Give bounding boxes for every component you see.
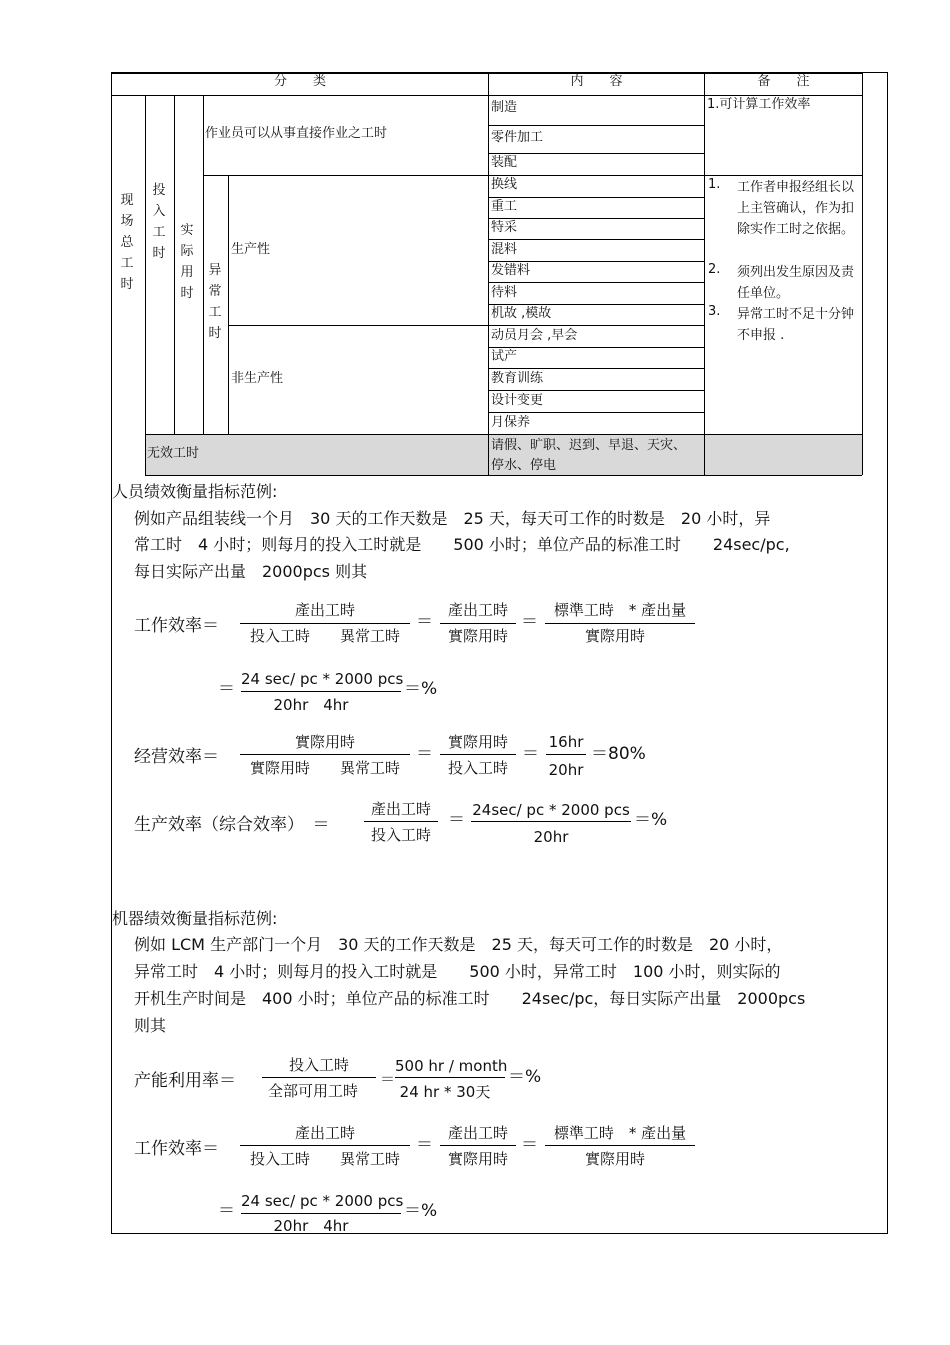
fraction-numerator: 24 sec/ pc * 2000 pcs — [241, 670, 404, 688]
fraction-denominator: 20hr 4hr — [273, 1217, 349, 1235]
formula-result: ＝% — [404, 679, 438, 699]
item-special-adoption: 特采 — [491, 220, 518, 235]
formula-result: ＝80% — [591, 744, 646, 764]
remark-text-3: 异常工时不足十分钟不申报 . — [737, 307, 855, 343]
fraction-denominator: 實際用時 異常工時 — [249, 759, 400, 777]
label-direct-work: 作业员可以从事直接作业之工时 — [205, 126, 388, 141]
formula-label: 生产效率（综合效率） ＝ — [134, 815, 330, 835]
formula-label: 经营效率＝ — [134, 747, 219, 767]
equals-sign: ＝ — [448, 810, 465, 830]
equals-sign: ＝ — [380, 1070, 396, 1088]
fraction-numerator: 產出工時 — [294, 601, 355, 619]
formula-label: 产能利用率＝ — [134, 1071, 236, 1091]
label-abnormal-hours: 异常工时 — [208, 263, 222, 341]
equals-sign: ＝ — [522, 744, 539, 764]
remark-text-2: 须列出发生原因及责任单位。 — [737, 265, 855, 301]
section2-title: 机器绩效衡量指标范例: — [112, 909, 278, 928]
label-input-hours: 投入工时 — [152, 183, 166, 261]
fraction-numerator: 24 sec/ pc * 2000 pcs — [241, 1192, 404, 1210]
fraction-denominator: 投入工時 — [447, 759, 508, 777]
fraction-numerator: 500 hr / month — [395, 1057, 508, 1075]
label-invalid-hours: 无效工时 — [147, 446, 200, 461]
fraction-denominator: 24 hr * 30天 — [399, 1083, 491, 1101]
fraction-denominator: 實際用時 — [447, 627, 508, 645]
equals-sign: ＝ — [416, 744, 433, 764]
fraction-numerator: 產出工時 — [447, 1124, 508, 1142]
remark-num-2: 2. — [708, 262, 721, 277]
formula-label: 工作效率＝ — [134, 616, 219, 636]
section2-line-4: 则其 — [134, 1016, 167, 1035]
equals-sign: ＝ — [218, 679, 235, 699]
fraction-denominator: 20hr — [548, 761, 584, 779]
item-waiting-material: 待料 — [491, 285, 518, 300]
item-manufacture: 制造 — [491, 100, 518, 115]
item-rework: 重工 — [491, 199, 518, 214]
fraction-numerator: 24sec/ pc * 2000 pcs — [472, 801, 630, 819]
formula-result: ＝% — [634, 810, 668, 830]
fraction-numerator: 16hr — [548, 733, 584, 751]
fraction-numerator: 產出工時 — [447, 601, 508, 619]
equals-sign: ＝ — [521, 612, 538, 632]
item-machine-fault: 机故 ,模故 — [491, 306, 552, 321]
section2-line-3: 开机生产时间是 400 小时；单位产品的标准工时 24sec/pc，每日实际产出量 2000pcs — [134, 989, 806, 1008]
fraction-denominator: 實際用時 — [584, 627, 645, 645]
fraction-numerator: 產出工時 — [294, 1124, 355, 1142]
label-non-productive: 非生产性 — [231, 371, 284, 386]
header-remark: 备 注 — [757, 74, 810, 89]
fraction-denominator: 實際用時 — [584, 1150, 645, 1168]
item-invalid-reasons: 请假、旷职、迟到、早退、天灾、停水、停电 — [491, 438, 687, 473]
item-parts-processing: 零件加工 — [491, 130, 544, 145]
remark-num-3: 3. — [708, 304, 721, 319]
label-site-total-hours: 现场总工时 — [120, 193, 134, 292]
equals-sign: ＝ — [416, 1135, 433, 1155]
item-wrong-material: 发错料 — [491, 263, 531, 278]
fraction-denominator: 20hr — [533, 828, 569, 846]
section1-title: 人员绩效衡量指标范例: — [112, 482, 278, 501]
section1-line-3: 每日实际产出量 2000pcs 则其 — [134, 562, 368, 581]
label-actual-hours: 实际用时 — [180, 223, 194, 301]
remark-text-1: 工作者申报经组长以上主管确认，作为扣除实作工时之依据。 — [737, 180, 855, 237]
fraction-numerator: 標準工時 * 產出量 — [553, 1124, 687, 1142]
item-training: 教育训练 — [491, 371, 544, 386]
fraction-numerator: 標準工時 * 產出量 — [553, 601, 687, 619]
equals-sign: ＝ — [521, 1135, 538, 1155]
header-content: 内 容 — [570, 74, 623, 89]
fraction-numerator: 實際用時 — [447, 733, 508, 751]
fraction-numerator: 產出工時 — [370, 800, 431, 818]
fraction-denominator: 投入工時 異常工時 — [249, 1150, 400, 1168]
section1-line-1: 例如产品组装线一个月 30 天的工作天数是 25 天，每天可工作的时数是 20 小时，异 — [134, 509, 771, 528]
fraction-denominator: 20hr 4hr — [273, 696, 349, 714]
formula-result: ＝% — [508, 1067, 542, 1087]
remark-efficiency: 1.可计算工作效率 — [707, 97, 811, 112]
fraction-denominator: 投入工時 — [370, 826, 431, 844]
item-monthly-maintenance: 月保养 — [491, 415, 531, 430]
item-mixed-material: 混料 — [491, 242, 518, 257]
formula-result: ＝% — [404, 1201, 438, 1221]
item-meeting: 动员月会 ,早会 — [491, 328, 578, 343]
item-design-change: 设计变更 — [491, 393, 544, 408]
equals-sign: ＝ — [416, 612, 433, 632]
section1-line-2: 常工时 4 小时；则每月的投入工时就是 500 小时；单位产品的标准工时 24sec/pc, — [134, 535, 790, 554]
fraction-numerator: 實際用時 — [294, 733, 355, 751]
formula-label: 工作效率＝ — [134, 1139, 219, 1159]
section2-line-1: 例如 LCM 生产部门一个月 30 天的工作天数是 25 天，每天可工作的时数是 20 小时， — [134, 935, 783, 954]
equals-sign: ＝ — [218, 1201, 235, 1221]
section2-line-2: 异常工时 4 小时；则每月的投入工时就是 500 小时，异常工时 100 小时，则实际的 — [134, 962, 781, 981]
fraction-denominator: 全部可用工時 — [267, 1082, 358, 1100]
item-assembly: 装配 — [491, 155, 518, 170]
fraction-denominator: 實際用時 — [447, 1150, 508, 1168]
item-changeover: 换线 — [491, 177, 518, 192]
header-category: 分 类 — [273, 74, 326, 89]
label-productive: 生产性 — [231, 242, 271, 257]
item-trial-production: 试产 — [491, 349, 518, 364]
fraction-numerator: 投入工時 — [288, 1056, 349, 1074]
fraction-denominator: 投入工時 異常工時 — [249, 627, 400, 645]
remark-num-1: 1. — [708, 177, 721, 192]
